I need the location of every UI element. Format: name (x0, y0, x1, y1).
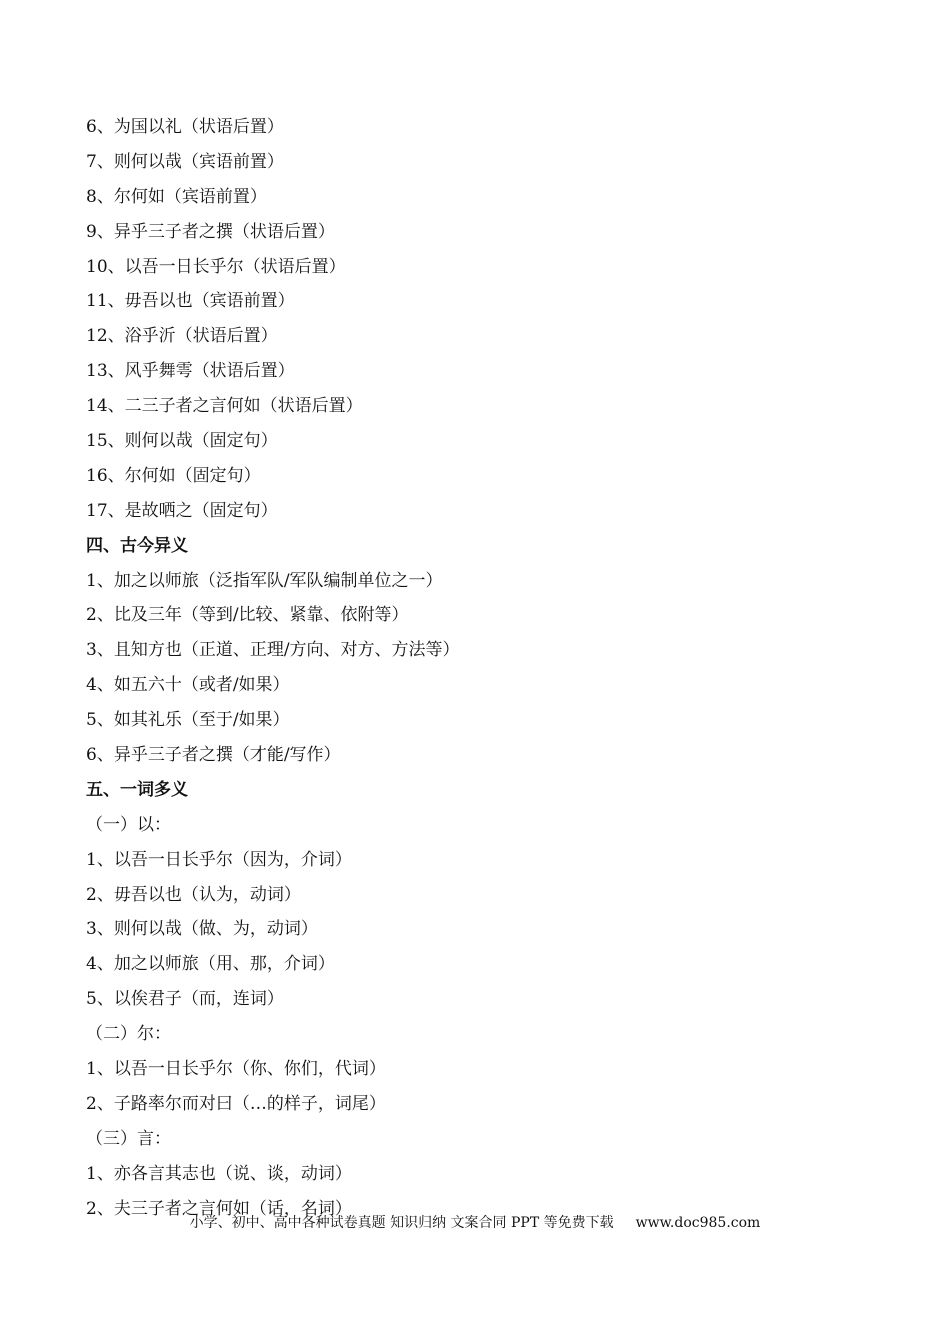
list-item: 7、则何以哉（宾语前置） (86, 151, 284, 172)
list-item: 9、异乎三子者之撰（状语后置） (86, 221, 335, 242)
list-item: 12、浴乎沂（状语后置） (86, 326, 278, 347)
document-body (86, 110, 886, 1227)
list-item: 2、夫三子者之言何如（话，名词） (86, 1198, 352, 1219)
list-item: 3、则何以哉（做、为，动词） (86, 919, 318, 940)
list-item: 10、以吾一日长乎尔（状语后置） (86, 256, 346, 277)
list-item: 1、以吾一日长乎尔（因为，介词） (86, 849, 352, 870)
section-heading-ancient-modern: 四、古今异义 (86, 535, 188, 556)
list-item: 4、加之以师旅（用、那，介词） (86, 954, 335, 975)
list-item: 15、则何以哉（固定句） (86, 431, 278, 452)
list-item: 8、尔何如（宾语前置） (86, 186, 267, 207)
list-item: 1、加之以师旅（泛指军队/军队编制单位之一） (86, 570, 443, 591)
subsection-heading-yi: （一）以： (86, 814, 171, 835)
list-item: 5、如其礼乐（至于/如果） (86, 710, 290, 731)
section-heading-polysemy: 五、一词多义 (86, 779, 188, 800)
list-item: 1、亦各言其志也（说、谈，动词） (86, 1163, 352, 1184)
list-item: 13、风乎舞雩（状语后置） (86, 361, 295, 382)
list-item: 11、毋吾以也（宾语前置） (86, 291, 295, 312)
footer-site-link[interactable]: www.doc985.com (635, 1215, 761, 1231)
list-item: 2、毋吾以也（认为，动词） (86, 884, 301, 905)
list-item: 6、为国以礼（状语后置） (86, 117, 284, 137)
list-item: 3、且知方也（正道、正理/方向、对方、方法等） (86, 640, 460, 661)
list-item: 5、以俟君子（而，连词） (86, 989, 284, 1010)
list-item: 4、如五六十（或者/如果） (86, 675, 290, 696)
list-item: 2、子路率尔而对曰（…的样子，词尾） (86, 1093, 386, 1114)
footer-text: 小学、初中、高中各种试卷真题 知识归纳 文案合同 PPT 等免费下载 (189, 1215, 614, 1231)
list-item: 16、尔何如（固定句） (86, 465, 261, 486)
page-footer (0, 1212, 950, 1232)
list-item: 1、以吾一日长乎尔（你、你们，代词） (86, 1059, 386, 1080)
subsection-heading-yan: （三）言： (86, 1128, 171, 1149)
list-item: 6、异乎三子者之撰（才能/写作） (86, 745, 341, 766)
subsection-heading-er: （二）尔： (86, 1024, 171, 1045)
list-item: 17、是故哂之（固定句） (86, 500, 278, 521)
list-item: 2、比及三年（等到/比较、紧靠、依附等） (86, 605, 409, 626)
list-item: 14、二三子者之言何如（状语后置） (86, 396, 363, 417)
